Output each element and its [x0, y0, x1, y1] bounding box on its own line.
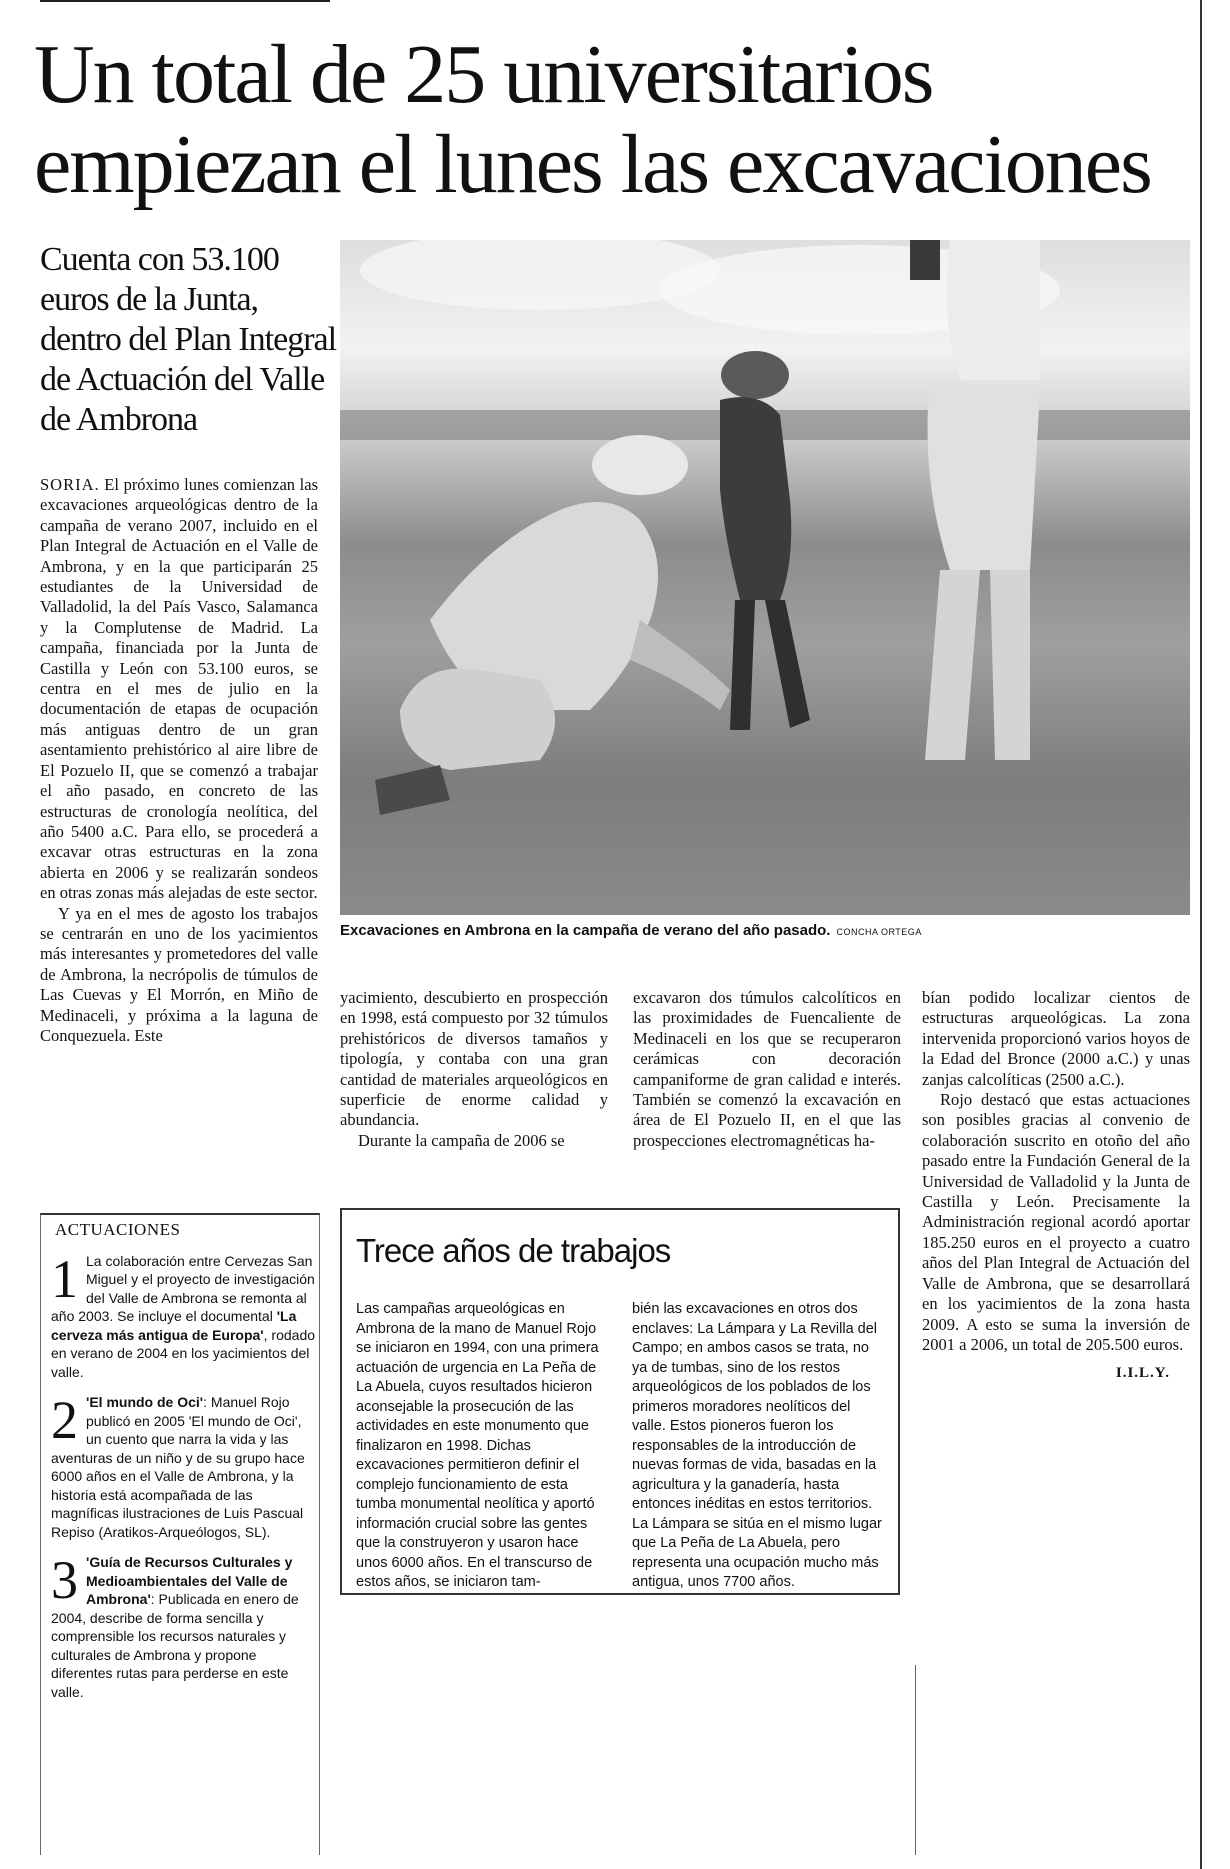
actuaciones-sidebar [40, 1213, 320, 1855]
top-rule [40, 0, 330, 2]
paragraph: Rojo destacó que estas actuaciones son posibles gracias al convenio de colaboración suscrito en otoño del año pasado entre la Fundación General de la Universidad de Valladolid y la Junta de Castilla y León. Precisamente la Administración regional acordó aportar 185.250 euros en el proyecto a cuatro años del Plan Integral de Actuación del Valle de Ambrona, que se desarrollará en los yacimientos de la zona hasta 2009. A esto se suma la inversión de 2001 a 2006, un total de 205.500 euros. [922, 1090, 1190, 1354]
list-item [41, 1390, 319, 1541]
paragraph: bían podido localizar cientos de estructuras arqueológicas. La zona intervenida proporcionó varios hoyos de la Edad del Bronce (2000 a.C.) y unas zanjas calcolíticas (2500 a.C.). [922, 988, 1190, 1089]
paragraph: yacimiento, descubierto en prospección en 1998, está compuesto por 32 túmulos prehistóricos de diversos tamaños y tipología, y contaba con una gran cantidad de materiales arqueológicos en superficie de enorme calidad y abundancia. [340, 988, 608, 1130]
trece-anos-box [340, 1208, 900, 1595]
photo-caption [340, 922, 1190, 939]
item-text: : Publicada en enero de 2004, describe de forma sencilla y comprensible los recursos naturales y culturales de Ambrona y propone diferentes rutas para perderse en este valle. [51, 1591, 299, 1700]
item-title: 'La cerveza más antigua de Europa' [51, 1308, 297, 1343]
item-number: 2 [51, 1390, 78, 1450]
sidebar-title: ACTUACIONES [55, 1220, 181, 1239]
headline: Un total de 25 universitarios empiezan el lunes las excavaciones [34, 28, 1151, 211]
item-title: 'El mundo de Oci' [86, 1394, 204, 1410]
box-column-2: bién las excavaciones en otros dos enclaves: La Lámpara y La Revilla del Campo; en ambos casos se trata, no ya de tumbas, sino de los restos arqueológicos de los poblados de los primeros moradores neolíticos del valle. Estos pioneros fueron los responsables de la introducción de nuevas formas de vida, basadas en la agricultura y la ganadería, hasta entonces inéditas en estos territorios. La Lámpara se sitúa en el mismo lugar que La Peña de La Abuela, pero representa una ocupación mucho más antigua, unos 7700 años. [632, 1301, 882, 1590]
paragraph: Y ya en el mes de agosto los trabajos se centrarán en uno de los yacimientos más interesantes y prometedores del valle de Ambrona, la necrópolis de túmulos de Las Cuevas y El Morrón, en Miño de Medinaceli, y próxima a la laguna de Conquezuela. Este [40, 903, 318, 1045]
box-title: Trece años de trabajos [356, 1232, 671, 1269]
item-number: 1 [51, 1248, 78, 1309]
item-title: 'Guía de Recursos Culturales y Medioambientales del Valle de Ambrona' [86, 1554, 293, 1607]
article-column-2 [340, 988, 608, 1151]
caption-text: Excavaciones en Ambrona en la campaña de verano del año pasado. [340, 922, 831, 939]
author-signature: I.I.L.Y. [1115, 1365, 1170, 1382]
paragraph-text: El próximo lunes comienzan las excavaciones arqueológicas dentro de la campaña de verano 2007, incluido en el Plan Integral de Actuación en el Valle de Ambrona, y en la que participarán 25 estudiantes de la Universidad de Valladolid, la del País Vasco, Salamanca y la Complutense de Madrid. La campaña, financiada por la Junta de Castilla y León con 53.100 euros, se centra en el mes de julio en la documentación de etapas de ocupación más antiguas dentro de un gran asentamiento prehistórico al aire libre de El Pozuelo II, que se comenzó a trabajar el año pasado, en concreto de las estructuras de cronología neolítica, del año 5400 a.C. Para ello, se procederá a excavar otras estructuras en la zona abierta en 2006 y se realizarán sondeos en otras zonas más alejadas de este sector. [40, 475, 318, 903]
item-number: 3 [51, 1550, 78, 1610]
article-column-4 [922, 988, 1190, 1384]
article-column-3 [633, 988, 901, 1151]
column-rule [1200, 0, 1202, 1869]
photo-illustration [340, 240, 1190, 915]
paragraph: Durante la campaña de 2006 se [358, 1130, 565, 1150]
dateline: SORIA. [40, 475, 100, 494]
item-text: : Manuel Rojo publicó en 2005 'El mundo de Oci', un cuento que narra la vida y las aventuras de un niño y de su grupo hace 6000 años en el Valle de Ambrona, y la historia está acompañada de las magníficas ilustraciones de Luis Pascual Repiso (Aratikos-Arqueólogos, SL). [51, 1394, 305, 1540]
margin-rule [915, 1665, 916, 1855]
box-column-1: Las campañas arqueológicas en Ambrona de la mano de Manuel Rojo se iniciaron en 1994, con una primera actuación de urgencia en La Peña de La Abuela, cuyos resultados hicieron aconsejable la prosecución de las actividades en este monumento que finalizaron en 1998. Dichas excavaciones permitieron definir el complejo funcionamiento de esta tumba monumental neolítica y aportó información crucial sobre las gentes que la construyeron y usaron hace unos 6000 años. En el transcurso de estos años, se iniciaron tam- [356, 1301, 599, 1590]
photo-credit: CONCHA ORTEGA [836, 927, 922, 937]
paragraph [40, 475, 318, 904]
deck-subheadline: Cuenta con 53.100 euros de la Junta, dentro del Plan Integral de Actuación del Valle de Ambrona [40, 241, 337, 438]
article-column-1 [40, 475, 318, 1046]
paragraph: excavaron dos túmulos calcolíticos en las proximidades de Fuencaliente de Medinaceli en los que se recuperaron cerámicas con decoración campaniforme de gran calidad e interés. También se comenzó la excavación en área de El Pozuelo II, en el que las prospecciones electromagnéticas ha- [633, 988, 901, 1150]
item-text: La colaboración entre Cervezas San Miguel y el proyecto de investigación del Valle de Ambrona se remonta al año 2003. Se incluye el documental [51, 1252, 315, 1324]
excavation-photo [340, 240, 1190, 915]
item-text: , rodado en verano de 2004 en los yacimientos del valle. [51, 1326, 316, 1380]
list-item [41, 1248, 319, 1382]
list-item [41, 1550, 319, 1701]
